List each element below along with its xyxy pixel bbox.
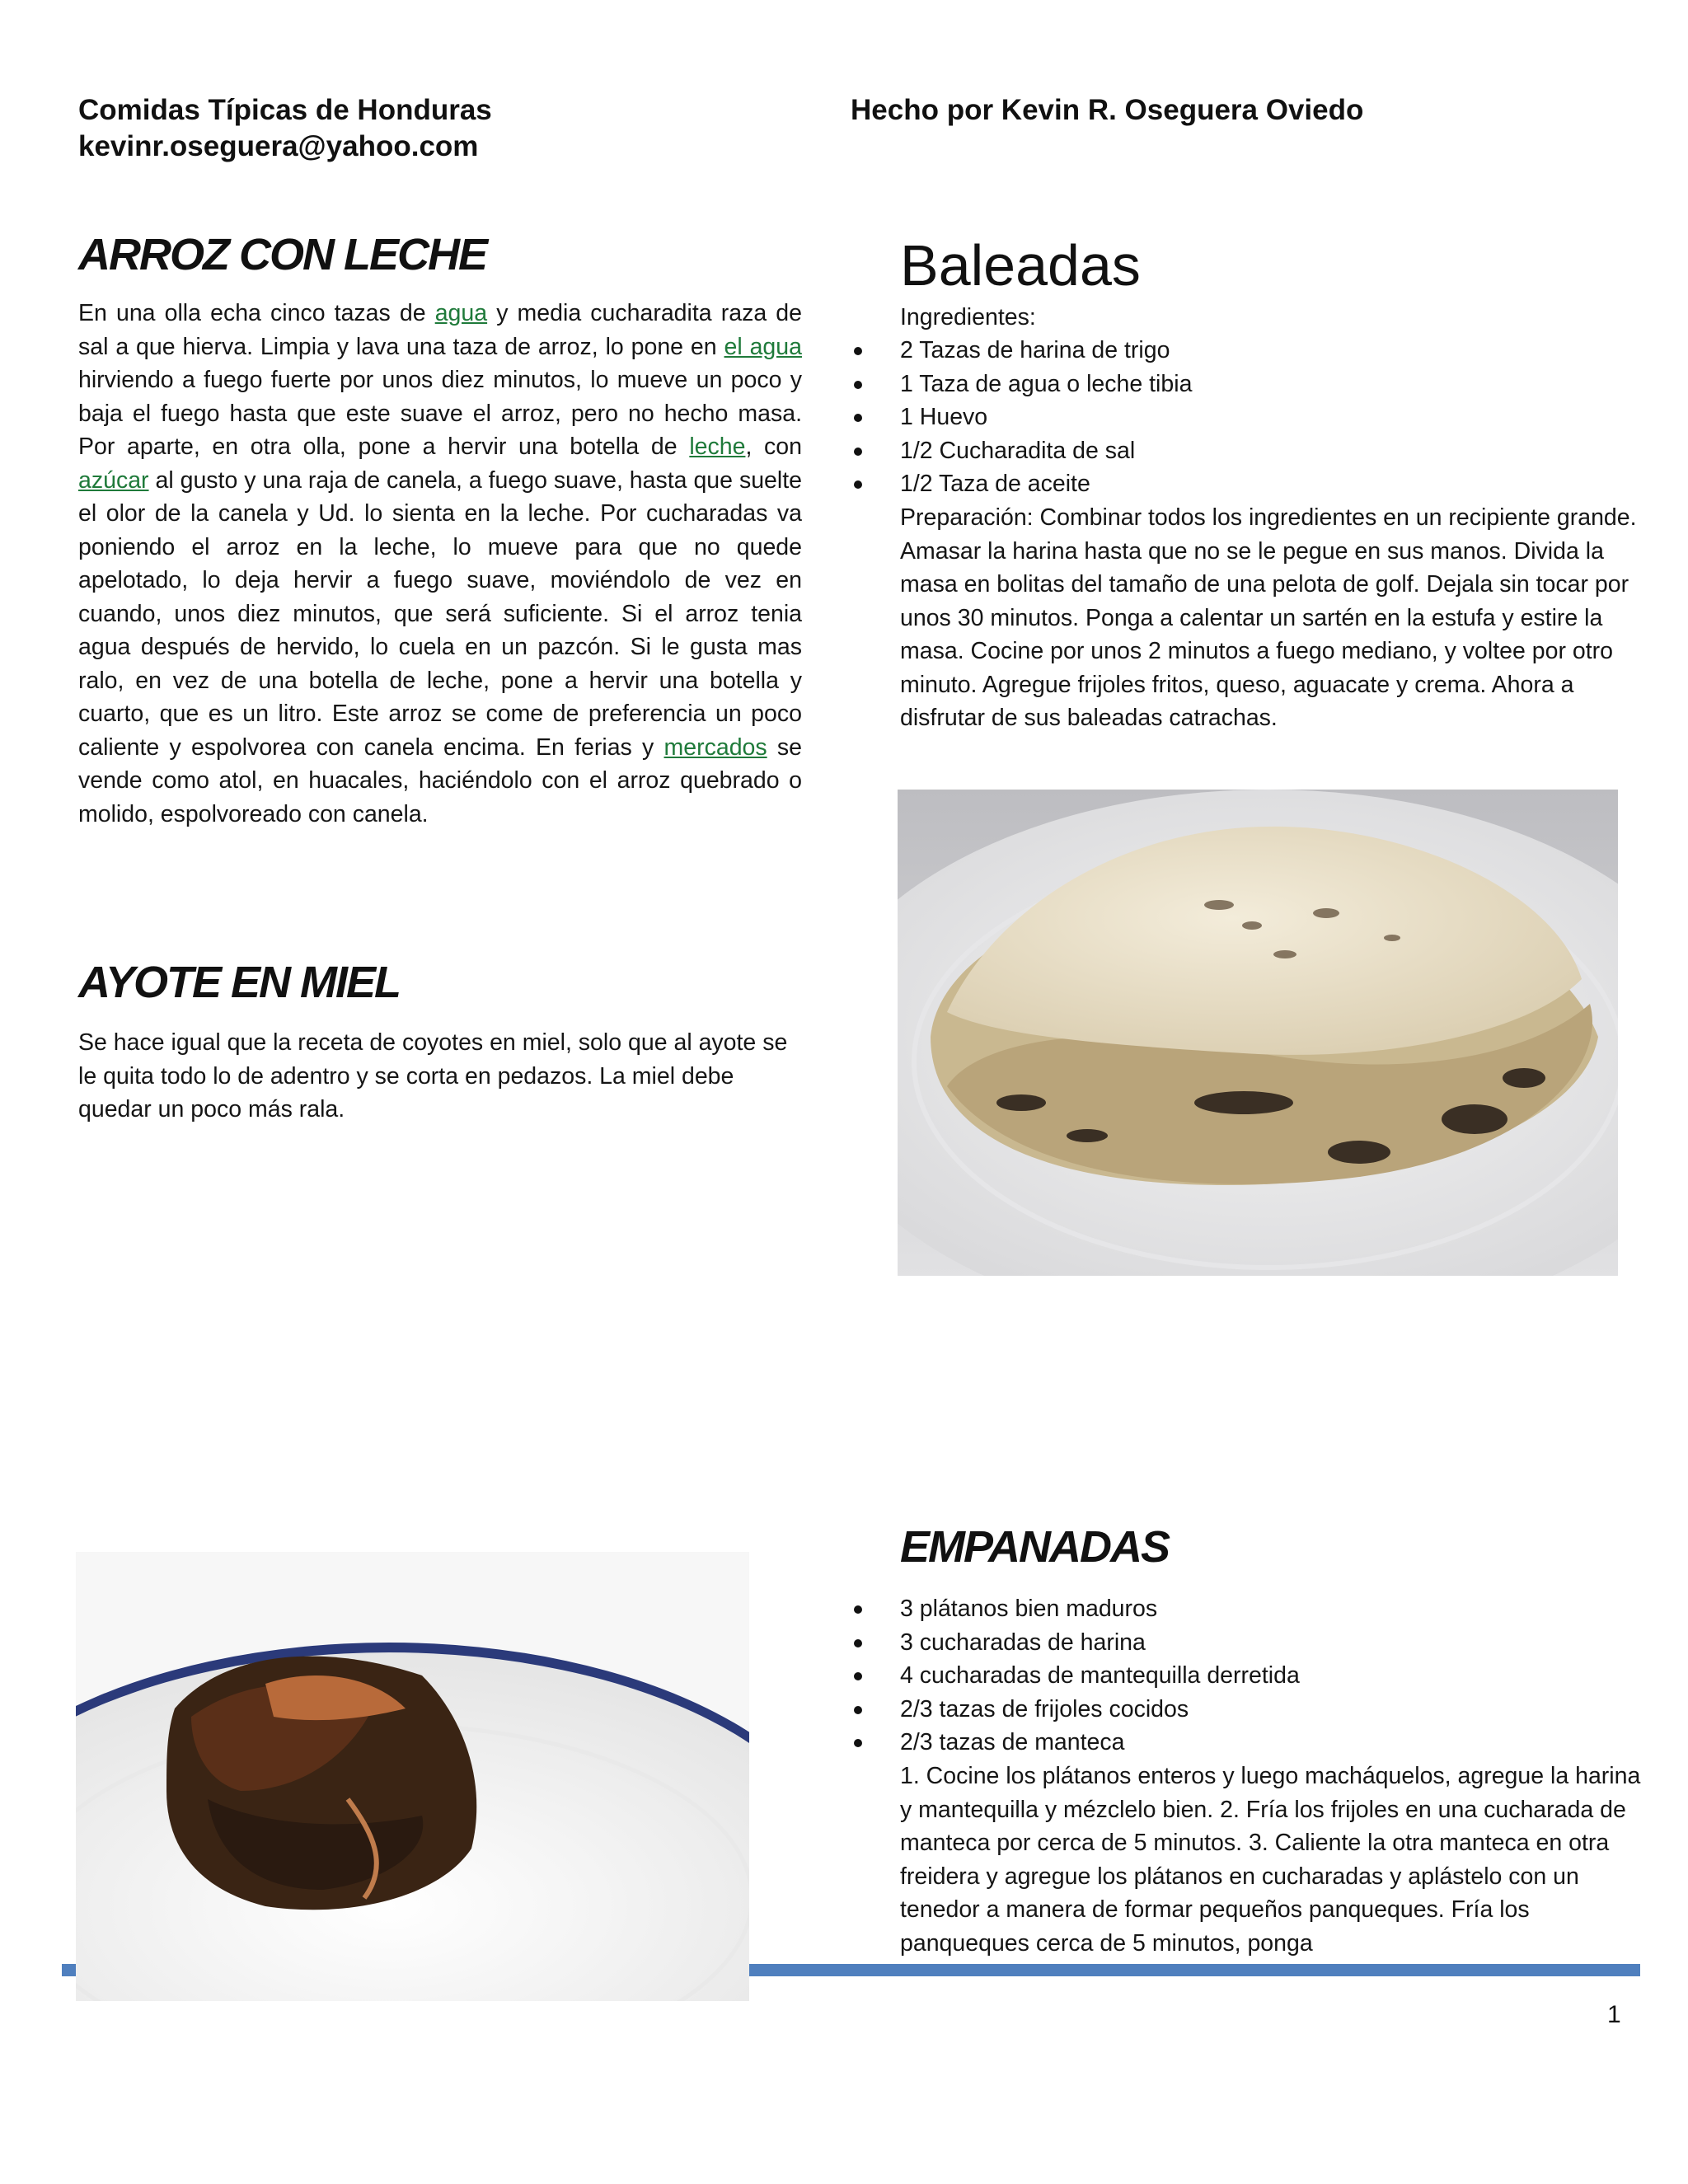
baleadas-title: Baleadas (900, 233, 1141, 298)
baleada-image-icon (898, 790, 1618, 1276)
link-leche[interactable]: leche (689, 434, 746, 460)
link-el-agua[interactable]: el agua (724, 333, 802, 360)
header-left-title: Comidas Típicas de Honduras (78, 94, 492, 126)
arroz-text-6: se vende como atol, en huacales, haciéndolo con el arroz quebrado o molido, espolvoreado con canela. (78, 733, 802, 827)
empanadas-steps: 1. Cocine los plátanos enteros y luego macháquelos, agregue la harina y mantequilla y mézclelo bien. 2. Fría los frijoles en una cucharada de manteca por cerca de 5 minutos. 3. Caliente la otra manteca en otra freidera y agregue los plátanos en cucharadas y aplástelo con un tenedor a manera de formar pequeños panqueques. Fría los panqueques cerca de 5 minutos, ponga (900, 1763, 1641, 1957)
arroz-text-4: , con (745, 434, 802, 460)
list-item: 1/2 Taza de aceite (900, 467, 1642, 501)
list-item: 2/3 tazas de frijoles cocidos (900, 1693, 1642, 1727)
bullet-icon (854, 480, 862, 489)
empanadas-ingredients-list (900, 1592, 1642, 1760)
bullet-icon (854, 1706, 862, 1714)
arroz-text-5: al gusto y una raja de canela, a fuego suave, hasta que suelte el olor de la canela y Ud. lo sienta en la leche. Por cucharadas va poniendo el arroz en la leche, lo mueve para que no quede apelotado, lo deja hervir a fuego suave, moviéndolo de vez en cuando, unos diez minutos, que será suficiente. Si el arroz tenia agua después de hervido, lo cuela en un pazcón. Si le gusta mas ralo, en vez de una botella de leche, pone a hervir una botella y cuarto, que es un litro. Este arroz se come de preferencia un poco caliente y espolvorea con canela encima. En ferias y (78, 466, 802, 761)
link-mercados[interactable]: mercados (663, 733, 767, 761)
baleada-photo (898, 790, 1618, 1276)
arroz-text-3: hirviendo a fuego fuerte por unos diez minutos, lo mueve un poco y baja el fuego hasta que este suave el arroz, pero no hecho masa. Por aparte, en otra olla, pone a hervir una botella de (78, 367, 802, 460)
ayote-paragraph: Se hace igual que la receta de coyotes en miel, solo que al ayote se le quita todo lo de adentro y se corta en pedazos. La miel debe quedar un poco más rala. (78, 1029, 788, 1122)
bullet-icon (854, 1672, 862, 1680)
header-email: kevinr.oseguera@yahoo.com (78, 130, 479, 162)
arroz-text-1: En una olla echa cinco tazas de (78, 300, 435, 326)
empanadas-title: EMPANADAS (900, 1522, 1170, 1572)
header-right-title: Hecho por Kevin R. Oseguera Oviedo (851, 94, 1364, 126)
list-item: 1 Taza de agua o leche tibia (900, 368, 1642, 401)
list-item: 3 cucharadas de harina (900, 1626, 1642, 1660)
list-item: 3 plátanos bien maduros (900, 1592, 1642, 1626)
list-item: 1/2 Cucharadita de sal (900, 434, 1642, 468)
list-item: 2 Tazas de harina de trigo (900, 334, 1642, 368)
arroz-paragraph (78, 297, 802, 831)
arroz-title: ARROZ CON LECHE (78, 230, 486, 279)
baleadas-ingredients-list (900, 334, 1642, 501)
baleadas-ingredients-label: Ingredientes: (900, 304, 1036, 330)
bullet-icon (854, 1739, 862, 1747)
bullet-icon (854, 1605, 862, 1614)
bullet-icon (854, 448, 862, 456)
bullet-icon (854, 381, 862, 389)
ayote-image-icon (76, 1552, 749, 2001)
list-item: 1 Huevo (900, 401, 1642, 434)
ayote-title: AYOTE EN MIEL (78, 958, 401, 1007)
baleadas-preparation: Preparación: Combinar todos los ingredientes en un recipiente grande. Amasar la harina hasta que no se le pegue en sus manos. Divida la masa en bolitas del tamaño de una pelota de golf. Dejala sin tocar por unos 30 minutos. Ponga a calentar un sartén en la estufa y estire la masa. Cocine por unos 2 minutos a fuego mediano, y voltee por otro minuto. Agregue frijoles fritos, queso, aguacate y crema. Ahora a disfrutar de sus baleadas catrachas. (900, 504, 1637, 731)
list-item: 2/3 tazas de manteca (900, 1726, 1642, 1760)
bullet-icon (854, 1639, 862, 1647)
page-number: 1 (1607, 2001, 1621, 2028)
list-item: 4 cucharadas de mantequilla derretida (900, 1659, 1642, 1693)
bullet-icon (854, 347, 862, 355)
bullet-icon (854, 414, 862, 422)
link-agua[interactable]: agua (434, 300, 488, 326)
arroz-text-2: y media cucharadita raza de sal a que hierva. Limpia y lava una taza de arroz, lo pone en (78, 300, 802, 360)
link-azucar[interactable]: azúcar (78, 466, 149, 494)
ayote-photo (76, 1552, 749, 2001)
